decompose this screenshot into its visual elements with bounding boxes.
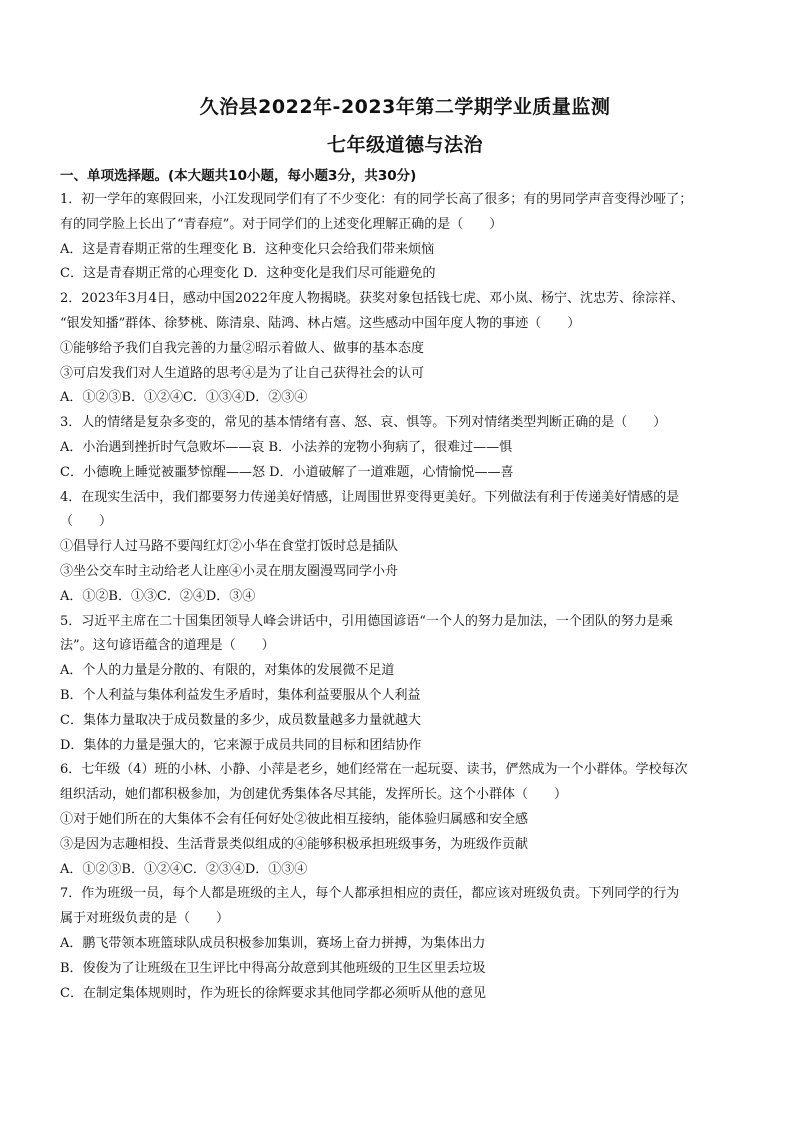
text-line: 1．初一学年的寒假回来，小江发现同学们有了不少变化：有的同学长高了很多；有的男同学声音变得沙哑了；	[60, 192, 693, 207]
statement-line: ③可启发我们对人生道路的思考④是为了让自己获得社会的认可	[60, 365, 425, 381]
answer-option-line: A．个人的力量是分散的、有限的，对集体的发展微不足道	[60, 663, 395, 679]
answer-option-line: D．集体的力量是强大的，它来源于成员共同的目标和团结协作	[60, 737, 422, 753]
answer-option-line: C．小德晚上睡觉被噩梦惊醒——怒 D．小道破解了一道难题，心情愉悦——喜	[60, 464, 514, 480]
statement-line: ①能够给予我们自我完善的力量②昭示着做人、做事的基本态度	[60, 340, 425, 356]
text-line: 法”。这句谚语蕴含的道理是（ ）	[60, 638, 275, 654]
exam-subtitle: 七年级道德与法治	[326, 134, 483, 156]
text-line: 属于对班级负责的是（ ）	[60, 911, 230, 927]
answer-option-line: A．小治遇到挫折时气急败坏——哀 B．小法养的宠物小狗病了，很难过——惧	[60, 439, 513, 455]
text-line: 3．人的情绪是复杂多变的，常见的基本情绪有喜、怒、哀、惧等。下列对情绪类型判断正确的是（ ）	[60, 415, 667, 431]
text-line: 4．在现实生活中，我们都要努力传递美好情感，让周围世界变得更美好。下列做法有利于传递美好情感的是	[60, 489, 680, 505]
text-line: 2．2023年3月4日，感动中国2022年度人物揭晓。获奖对象包括钱七虎、邓小岚、杨宁、沈忠芳、徐淙祥、	[60, 291, 684, 307]
exam-page	[60, 94, 750, 1006]
section-heading: 一、单项选择题。(本大题共10小题，每小题3分，共30分)	[60, 168, 417, 184]
text-line: “银发知播”群体、徐梦桃、陈清泉、陆鸿、林占熺。这些感动中国年度人物的事迹（ ）	[60, 315, 581, 331]
text-line: 6．七年级（4）班的小林、小静、小萍是老乡，她们经常在一起玩耍、读书，俨然成为一个小群体。学校每次	[60, 762, 688, 778]
answer-option-line: C．集体力量取决于成员数量的多少，成员数量越多力量就越大	[60, 712, 421, 728]
answer-option-line: A．①②③B．①②④C．①③④D．②③④	[60, 390, 308, 406]
text-line: 组织活动，她们都积极参加，为创建优秀集体各尽其能，发挥所长。这个小群体（ ）	[60, 787, 568, 803]
statement-line: ③坐公交车时主动给老人让座④小灵在朋友圈漫骂同学小舟	[60, 563, 399, 579]
statement-line: ③是因为志趣相投、生活背景类似组成的④能够积极承担班级事务，为班级作贡献	[60, 836, 529, 852]
statement-line: ①对于她们所在的大集体不会有任何好处②彼此相互接纳，能体验归属感和安全感	[60, 811, 529, 827]
answer-option-line: A．这是青春期正常的生理变化 B．这种变化只会给我们带来烦恼	[60, 241, 435, 257]
answer-option-line: C．这是青春期正常的心理变化 D．这种变化是我们尽可能避免的	[60, 266, 436, 282]
answer-option-line: B．个人利益与集体利益发生矛盾时，集体利益要服从个人利益	[60, 687, 421, 703]
text-line: 5．习近平主席在二十国集团领导人峰会讲话中，引用德国谚语“一个人的努力是加法，一个团队的努力是乘	[60, 613, 673, 629]
text-line: （ ）	[60, 514, 113, 530]
answer-option-line: A．①②B．①③C．②④D．③④	[60, 588, 256, 604]
answer-option-line: B．俊俊为了让班级在卫生评比中得高分故意到其他班级的卫生区里丢垃圾	[60, 960, 486, 976]
text-line: 有的同学脸上长出了“青春痘”。对于同学们的上述变化理解正确的是（ ）	[60, 216, 503, 232]
question-body	[60, 188, 750, 1006]
answer-option-line: C．在制定集体规则时，作为班长的徐辉要求其他同学都必须听从他的意见	[60, 985, 486, 1001]
answer-option-line: A．鹏飞带领本班篮球队成员积极参加集训，赛场上奋力拼搏，为集体出力	[60, 935, 486, 951]
statement-line: ①倡导行人过马路不要闯红灯②小华在食堂打饭时总是插队	[60, 539, 399, 555]
answer-option-line: A．①②③B．①②④C．②③④D．①③④	[60, 861, 308, 877]
text-line: 7．作为班级一员，每个人都是班级的主人，每个人都承担相应的责任，都应该对班级负责。下列同学的行为	[60, 886, 680, 902]
exam-title: 久治县2022年-2023年第二学期学业质量监测	[199, 96, 611, 118]
